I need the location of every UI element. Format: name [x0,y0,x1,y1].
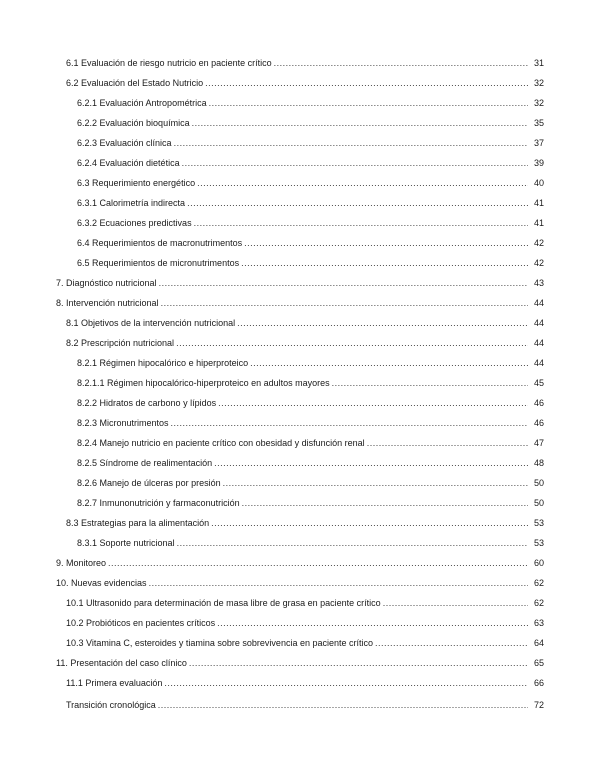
toc-entry[interactable] [77,495,544,509]
dot-leader [367,437,528,449]
toc-entry-label: 6.1 Evaluación de riesgo nutricio en paciente crítico [66,58,272,68]
toc-entry[interactable] [77,475,544,489]
toc-entry-label: 11.1 Primera evaluación [66,678,163,688]
toc-entry-label: 8.2.1 Régimen hipocalórico e hiperproteico [77,358,249,368]
toc-entry-page: 44 [533,338,544,348]
toc-entry[interactable] [66,75,544,89]
toc-entry[interactable] [77,175,544,189]
toc-entry[interactable] [77,435,544,449]
toc-entry-label: 8.1 Objetivos de la intervención nutricional [66,318,236,328]
toc-entry-label: Transición cronológica [66,700,156,710]
toc-entry-page: 46 [533,398,544,408]
toc-entry-page: 53 [533,518,544,528]
toc-entry[interactable] [56,555,544,569]
toc-entry-label: 6.2.1 Evaluación Antropométrica [77,98,207,108]
toc-entry-label: 8.2.4 Manejo nutricio en paciente crítico con obesidad y disfunción renal [77,438,365,448]
toc-entry-page: 32 [533,98,544,108]
dot-leader [192,117,528,129]
toc-entry-page: 31 [533,58,544,68]
toc-entry[interactable] [66,515,544,529]
toc-entry[interactable] [66,335,544,349]
toc-entry-page: 62 [533,598,544,608]
toc-entry-label: 8. Intervención nutricional [56,298,159,308]
toc-entry-label: 6.3.1 Calorimetría indirecta [77,198,186,208]
toc-entry-label: 10.2 Probióticos en pacientes críticos [66,618,216,628]
dot-leader [161,297,528,309]
toc-entry-page: 44 [533,298,544,308]
toc-entry-page: 50 [533,498,544,508]
toc-entry[interactable] [77,155,544,169]
toc-entry[interactable] [77,395,544,409]
toc-entry-page: 44 [533,358,544,368]
toc-entry-page: 44 [533,318,544,328]
toc-entry[interactable] [77,95,544,109]
toc-entry[interactable] [77,355,544,369]
dot-leader [164,677,528,689]
toc-entry[interactable] [77,375,544,389]
dot-leader [176,337,528,349]
toc-entry-page: 47 [533,438,544,448]
dot-leader [383,597,528,609]
dot-leader [108,557,528,569]
dot-leader [217,617,528,629]
toc-entry[interactable] [77,195,544,209]
dot-leader [187,197,528,209]
toc-entry-page: 66 [533,678,544,688]
toc-entry-page: 53 [533,538,544,548]
dot-leader [209,97,528,109]
toc-entry[interactable] [56,295,544,309]
dot-leader [159,277,528,289]
toc-entry[interactable] [66,55,544,69]
toc-entry-page: 42 [533,258,544,268]
toc-entry-label: 8.2.6 Manejo de úlceras por presión [77,478,221,488]
toc-entry[interactable] [66,697,544,711]
toc-entry-page: 43 [533,278,544,288]
dot-leader [274,57,528,69]
toc-entry[interactable] [56,275,544,289]
toc-entry-label: 10. Nuevas evidencias [56,578,147,588]
toc-entry[interactable] [77,135,544,149]
toc-entry-page: 41 [533,198,544,208]
dot-leader [205,77,528,89]
toc-entry-label: 8.2.5 Síndrome de realimentación [77,458,213,468]
toc-entry-page: 41 [533,218,544,228]
toc-entry-label: 10.3 Vitamina C, esteroides y tiamina sobre sobrevivencia en paciente crítico [66,638,373,648]
toc-entry-page: 48 [533,458,544,468]
toc-entry-page: 42 [533,238,544,248]
toc-entry[interactable] [77,235,544,249]
dot-leader [174,137,528,149]
dot-leader [237,317,528,329]
toc-entry-label: 8.2.1.1 Régimen hipocalórico-hiperproteico en adultos mayores [77,378,330,388]
toc-entry[interactable] [77,115,544,129]
dot-leader [171,417,528,429]
dot-leader [158,699,528,711]
toc-entry-page: 63 [533,618,544,628]
toc-entry[interactable] [77,455,544,469]
toc-entry[interactable] [66,595,544,609]
toc-entry-label: 8.2.3 Micronutrimentos [77,418,169,428]
toc-entry-label: 8.3 Estrategias para la alimentación [66,518,210,528]
dot-leader [375,637,528,649]
dot-leader [211,517,528,529]
toc-entry[interactable] [77,255,544,269]
dot-leader [250,357,528,369]
dot-leader [214,457,528,469]
toc-entry-label: 8.3.1 Soporte nutricional [77,538,175,548]
toc-entry[interactable] [56,655,544,669]
dot-leader [177,537,528,549]
toc-entry-page: 32 [533,78,544,88]
toc-entry-label: 8.2.2 Hidratos de carbono y lípidos [77,398,217,408]
toc-entry-label: 9. Monitoreo [56,558,107,568]
dot-leader [197,177,528,189]
toc-entry-page: 39 [533,158,544,168]
dot-leader [244,237,528,249]
toc-entry-page: 40 [533,178,544,188]
toc-entry-label: 6.3.2 Ecuaciones predictivas [77,218,192,228]
toc-entry[interactable] [56,575,544,589]
dot-leader [332,377,528,389]
toc-entry-page: 46 [533,418,544,428]
dot-leader [218,397,528,409]
toc-entry[interactable] [66,315,544,329]
toc-entry-page: 60 [533,558,544,568]
toc-entry[interactable] [77,415,544,429]
toc-entry-label: 8.2 Prescripción nutricional [66,338,175,348]
toc-entry-label: 8.2.7 Inmunonutrición y farmaconutrición [77,498,240,508]
toc-entry-label: 6.3 Requerimiento energético [77,178,196,188]
toc-entry[interactable] [66,615,544,629]
toc-entry-label: 6.2.3 Evaluación clínica [77,138,172,148]
toc-entry[interactable] [66,675,544,689]
dot-leader [182,157,528,169]
toc-entry[interactable] [66,635,544,649]
dot-leader [189,657,528,669]
toc-entry[interactable] [77,535,544,549]
toc-entry-label: 6.5 Requerimientos de micronutrimentos [77,258,240,268]
toc-entry-page: 45 [533,378,544,388]
toc-entry-label: 6.2 Evaluación del Estado Nutricio [66,78,204,88]
toc-entry-page: 62 [533,578,544,588]
toc-entry-label: 10.1 Ultrasonido para determinación de masa libre de grasa en paciente crítico [66,598,381,608]
toc-entry-label: 6.4 Requerimientos de macronutrimentos [77,238,243,248]
toc-entry-label: 11. Presentación del caso clínico [56,658,187,668]
toc-entry-label: 7. Diagnóstico nutricional [56,278,157,288]
dot-leader [241,257,528,269]
toc-entry-page: 35 [533,118,544,128]
toc-entry-page: 50 [533,478,544,488]
toc-entry-page: 72 [533,700,544,710]
toc-entry-label: 6.2.4 Evaluación dietética [77,158,180,168]
toc-entry-page: 65 [533,658,544,668]
dot-leader [242,497,528,509]
dot-leader [149,577,528,589]
dot-leader [194,217,528,229]
toc-entry-page: 37 [533,138,544,148]
toc-entry-label: 6.2.2 Evaluación bioquímica [77,118,190,128]
toc-entry-page: 64 [533,638,544,648]
dot-leader [223,477,528,489]
toc-entry[interactable] [77,215,544,229]
